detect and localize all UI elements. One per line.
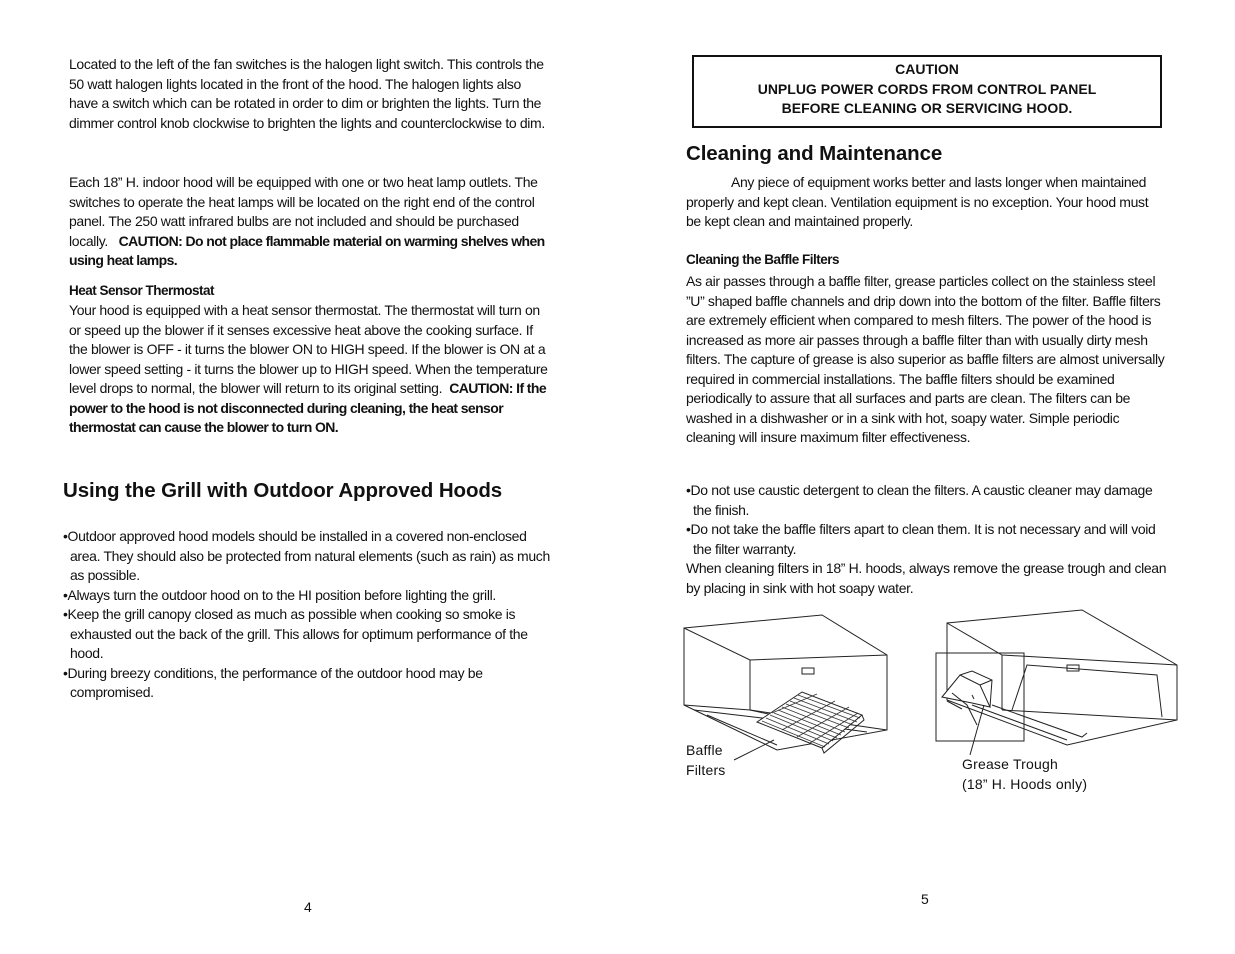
halogen-paragraph: Located to the left of the fan switches is the halogen light switch. This controls the 50 watt halogen lights located in the front of the hood. The halogen lights also have a switch which can be rotated in order to dim or brighten the lights. Turn the dimmer control knob clockwise to brighten the lights and counterclockwise to dim. (69, 56, 545, 131)
cleaning-bullet-list (686, 481, 1168, 559)
heat-sensor-paragraph (69, 301, 549, 438)
caption-trough-line-1: Grease Trough (962, 756, 1058, 772)
caption-baffle-filters (686, 740, 726, 780)
caution-line-3: BEFORE CLEANING OR SERVICING HOOD. (781, 100, 1073, 116)
heat-lamp-caution: CAUTION: Do not place flammable material on warming shelves when using heat lamps. (69, 232, 545, 268)
caution-line-2: UNPLUG POWER CORDS FROM CONTROL PANEL (757, 80, 1097, 97)
caution-box (692, 55, 1162, 128)
heat-sensor-text: Your hood is equipped with a heat sensor thermostat. The thermostat will turn on or speed up the blower if it senses excessive heat above the cooking surface. If the blower is OFF - it turns the blower ON to HIGH speed. If the blower is ON at a lower speed setting - it turns the blower up to HIGH speed. When the temperature level drops to normal, the blower will return to its original setting. (69, 302, 548, 396)
left-page (0, 0, 617, 954)
heat-lamp-paragraph (69, 173, 549, 271)
heat-sensor-heading: Heat Sensor Thermostat (69, 283, 215, 298)
cleaning-heading: Cleaning and Maintenance (686, 142, 943, 165)
caption-grease-trough (962, 754, 1087, 794)
caution-title: CAUTION (895, 61, 959, 77)
grill-bullet-2: •Always turn the outdoor hood on to the HI position before lighting the grill. (63, 586, 496, 603)
grill-bullet-1: •Outdoor approved hood models should be installed in a covered non-enclosed area. They should also be protected from natural elements (such as rain) as much as possible. (63, 528, 550, 583)
cleaning-intro: Any piece of equipment works better and lasts longer when maintained properly and kept clean. Ventilation equipment is no exception. Your hood must be kept clean and maintained properly. (686, 174, 1149, 229)
grill-bullet-3: •Keep the grill canopy closed as much as possible when cooking so smoke is exhausted out the back of the grill. This allows for optimum performance of the hood. (63, 606, 528, 661)
cleaning-bullet-1: •Do not use caustic detergent to clean the filters. A caustic cleaner may damage the finish. (686, 482, 1153, 518)
grill-heading: Using the Grill with Outdoor Approved Hoods (63, 479, 503, 502)
caption-baffle-line-1: Baffle (686, 742, 723, 758)
heat-sensor-caution: CAUTION: If the power to the hood is not disconnected during cleaning, the heat sensor thermostat can cause the blower to turn ON. (69, 380, 547, 435)
grill-bullet-list (63, 527, 553, 703)
baffle-heading: Cleaning the Baffle Filters (686, 252, 840, 267)
page-number-right: 5 (921, 891, 929, 907)
heat-lamp-text: Each 18” H. indoor hood will be equipped with one or two heat lamp outlets. The switches to operate the heat lamps will be located on the right end of the control panel. The 250 watt infrared bulbs are not included and should be purchased locally. (69, 174, 538, 249)
baffle-paragraph: As air passes through a baffle filter, grease particles collect on the stainless steel ”U” shaped baffle channels and drip down into the bottom of the filter. Baffle filters are extremely efficient when compared to mesh filters. The power of the hood is increased as more air passes through a baffle filter than with usually dirty mesh filters. The capture of grease is also superior as baffle filters are almost universally required in commercial installations. The baffle filters should be examined periodically to assure that all surfaces and parts are clean. The filters can be washed in a dishwasher or in a sink with hot, soapy water. Simple periodic cleaning will insure maximum filter effectiveness. (686, 273, 1165, 445)
grill-bullet-4: •During breezy conditions, the performance of the outdoor hood may be compromised. (63, 664, 483, 700)
right-page (617, 0, 1235, 954)
page-number-left: 4 (304, 899, 312, 915)
hood-grease-trough-illustration (932, 605, 1197, 765)
caption-trough-line-2: (18” H. Hoods only) (962, 776, 1088, 792)
trough-paragraph: When cleaning filters in 18” H. hoods, always remove the grease trough and clean by placing in sink with hot soapy water. (686, 560, 1167, 596)
cleaning-bullet-2: •Do not take the baffle filters apart to clean them. It is not necessary and will void the filter warranty. (686, 521, 1156, 557)
caption-baffle-line-2: Filters (686, 762, 726, 778)
